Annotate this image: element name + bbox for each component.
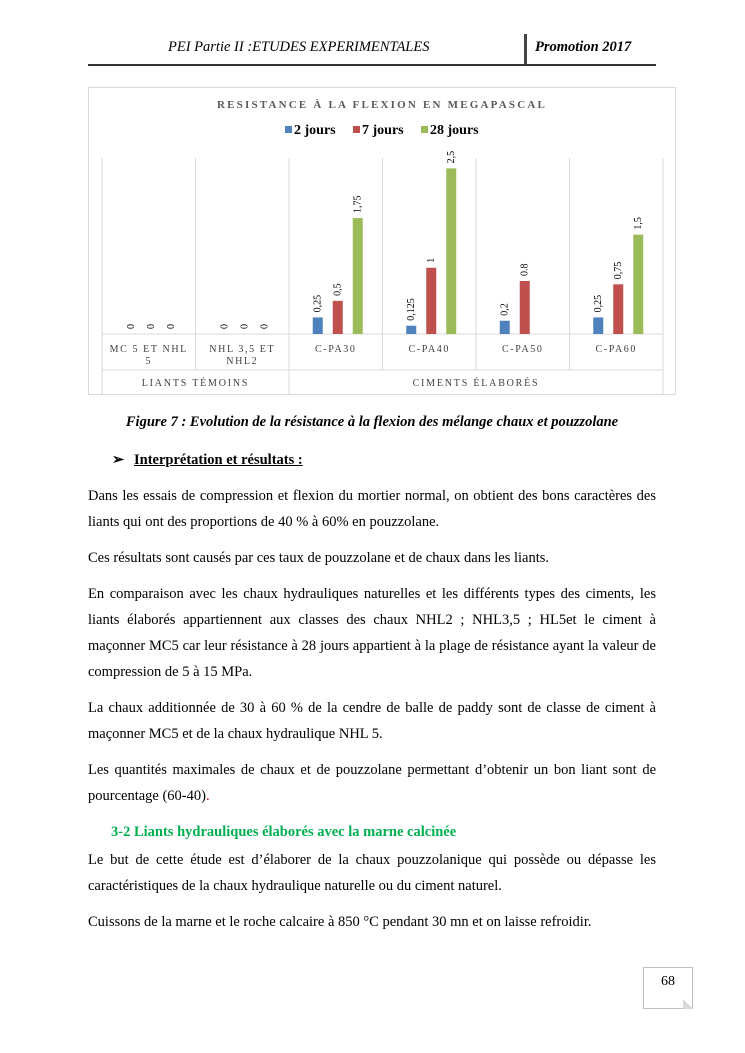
- legend-label-2: 28 jours: [430, 123, 479, 138]
- paragraph-5-period: .: [205, 788, 210, 804]
- paragraph-1: Dans les essais de compression et flexion du mortier normal, on obtient des bons caractères des liants qui ont des proportions de 40 % à 60% en pouzzolane.: [88, 488, 656, 530]
- paragraph-5: [88, 757, 656, 809]
- paragraph-3: En comparaison avec les chaux hydrauliques naturelles et les différents types des ciments, les liants élaborés appartiennent aux classes des chaux NHL2 ; NHL3,5 ; HL5et le ciment à maçonner MC5 car leur résistance à 28 jours appartient à la plage de résistance ayant la valeur de compression de 5 à 15 MPa.: [88, 586, 656, 680]
- data-label: 0,25: [312, 294, 324, 313]
- legend-swatch-0: [285, 126, 292, 133]
- figure-caption: Figure 7 : Evolution de la résistance à la flexion des mélange chaux et pouzzolane: [125, 414, 619, 430]
- category-label: C-PA60: [595, 344, 637, 355]
- data-label: 0,75: [613, 261, 625, 280]
- data-label: 0: [219, 324, 231, 329]
- chart-legend: [285, 123, 479, 138]
- data-label: 0.8: [519, 263, 531, 276]
- bar-7-jours-3: [426, 268, 436, 334]
- data-label: 0: [259, 324, 271, 329]
- data-label: 1,75: [352, 195, 364, 214]
- category-label: NHL 3,5 ET: [209, 344, 276, 355]
- category-label: C-PA40: [408, 344, 450, 355]
- page-number: [643, 967, 693, 1009]
- flexion-chart: [88, 87, 676, 395]
- legend-swatch-2: [421, 126, 428, 133]
- paragraph-7: Cuissons de la marne et le roche calcaire à 850 °C pendant 30 mn et on laisse refroidir.: [88, 914, 592, 930]
- data-label: 0,125: [406, 298, 418, 321]
- paragraph-2: Ces résultats sont causés par ces taux de pouzzolane et de chaux dans les liants.: [88, 550, 550, 566]
- bar-28-jours-3: [446, 168, 456, 334]
- paragraph-4: La chaux additionnée de 30 à 60 % de la cendre de balle de paddy sont de classe de ciment à maçonner MC5 et de la chaux hydraulique NHL 5.: [88, 700, 656, 742]
- data-label: 2,5: [446, 150, 458, 164]
- data-label: 0: [239, 324, 251, 329]
- bar-2-jours-5: [593, 317, 603, 334]
- paragraph-5-text: Les quantités maximales de chaux et de pouzzolane permettant d’obtenir un bon liant sont de pourcentage (60-40): [88, 762, 656, 804]
- legend-label-1: 7 jours: [362, 123, 404, 138]
- paragraph-6: Le but de cette étude est d’élaborer de la chaux pouzzolanique qui possède ou dépasse les caractéristiques de la chaux hydraulique naturelle ou du ciment naturel.: [88, 852, 656, 894]
- group-label-1: CIMENTS ÉLABORÉS: [412, 378, 540, 389]
- data-label: 0: [125, 324, 137, 329]
- bar-7-jours-4: [520, 281, 530, 334]
- interpretation-heading: [112, 452, 303, 469]
- data-label: 0: [145, 324, 157, 329]
- bar-2-jours-2: [313, 317, 323, 334]
- chart-plot-area: [102, 151, 663, 394]
- category-label: MC 5 ET NHL: [109, 344, 188, 355]
- data-label: 0: [165, 324, 177, 329]
- bar-2-jours-3: [406, 326, 416, 334]
- bar-7-jours-2: [333, 301, 343, 334]
- data-label: 0,2: [499, 303, 511, 316]
- arrow-bullet-icon: ➢: [112, 452, 125, 468]
- data-label: 0,25: [593, 294, 605, 313]
- category-label: NHL2: [226, 356, 259, 367]
- data-label: 1: [426, 257, 438, 263]
- section-title: 3-2 Liants hydrauliques élaborés avec la marne calcinée: [111, 824, 457, 840]
- category-label: C-PA50: [502, 344, 544, 355]
- chart-svg: [89, 88, 675, 394]
- bar-2-jours-4: [500, 321, 510, 334]
- legend-swatch-1: [353, 126, 360, 133]
- page-header: [88, 34, 656, 66]
- category-label: 5: [145, 356, 153, 367]
- bar-28-jours-5: [633, 235, 643, 334]
- data-label: 1,5: [633, 217, 645, 230]
- header-promotion: Promotion 2017: [535, 39, 632, 55]
- legend-label-0: 2 jours: [294, 123, 336, 138]
- bar-7-jours-5: [613, 284, 623, 334]
- chart-title: RESISTANCE À LA FLEXION EN MEGAPASCAL: [216, 99, 548, 111]
- group-label-0: LIANTS TÉMOINS: [141, 378, 250, 389]
- category-label: C-PA30: [315, 344, 357, 355]
- header-divider: [524, 34, 527, 64]
- bar-28-jours-2: [353, 218, 363, 334]
- page-number-text: 68: [661, 974, 675, 989]
- interpretation-heading-text: Interprétation et résultats :: [134, 452, 303, 468]
- header-title: PEI Partie II :ETUDES EXPERIMENTALES: [168, 39, 430, 55]
- page-corner-fold: [683, 999, 693, 1009]
- data-label: 0,5: [332, 283, 344, 296]
